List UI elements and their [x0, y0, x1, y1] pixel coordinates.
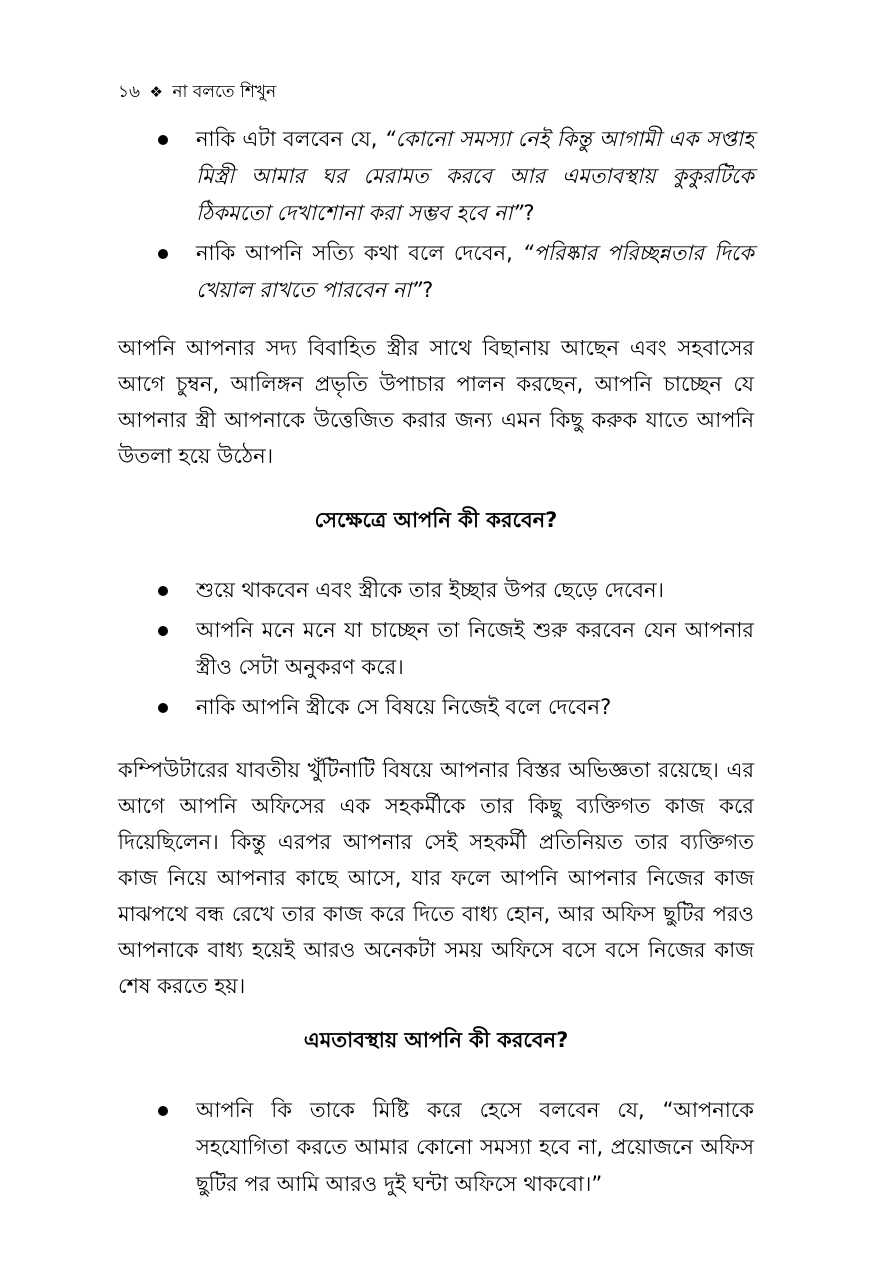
- bullet-lead: নাকি এটা বলবেন যে,: [196, 127, 385, 151]
- body-paragraph: আপনি আপনার সদ্য বিবাহিত স্ত্রীর সাথে বিছানায় আছেন এবং সহবাসের আগে চুম্বন, আলিঙ্গন প্রভৃতি উপাচার পালন করছেন, আপনি চাচ্ছেন যে আপনার স্ত্রী আপনাকে উত্তেজিত করার জন্য এমন কিছু করুক যাতে আপনি উতলা হয়ে উঠেন।: [118, 336, 754, 468]
- bullet-list-3: [118, 1092, 754, 1206]
- list-item: [118, 612, 754, 686]
- list-item: [118, 572, 754, 609]
- bullet-icon: [158, 703, 168, 713]
- bullet-tail: ?: [422, 278, 434, 302]
- bullet-text: নাকি আপনি স্ত্রীকে সে বিষয়ে নিজেই বলে দেবেন?: [196, 695, 612, 719]
- section-heading: এমতাবস্থায় আপনি কী করবেন?: [303, 1028, 569, 1052]
- list-item: [118, 235, 754, 309]
- bullet-icon: [158, 135, 168, 145]
- bullet-list-2: [118, 572, 754, 729]
- bullet-icon: [158, 1106, 168, 1116]
- page-number: ১৬: [118, 82, 141, 102]
- separator-ornament-icon: ❖: [149, 83, 163, 101]
- section-heading: সেক্ষেত্রে আপনি কী করবেন?: [314, 508, 558, 532]
- bullet-text: আপনি কি তাকে মিষ্টি করে হেসে বলবেন যে, “আপনাকে সহযোগিতা করতে আমার কোনো সমস্যা হবে না, প্রয়োজনে অফিস ছুটির পর আমি আরও দুই ঘন্টা অফিসে থাকবো।”: [196, 1098, 754, 1196]
- bullet-text: শুয়ে থাকবেন এবং স্ত্রীকে তার ইচ্ছার উপর ছেড়ে দেবেন।: [196, 578, 665, 602]
- bullet-quote: “কোনো সমস্যা নেই কিন্তু আগামী এক সপ্তাহ মিস্ত্রী আমার ঘর মেরামত করবে আর এমতাবস্থায় কুকুরটিকে ঠিকমতো দেখাশোনা করা সম্ভব হবে না”: [196, 127, 754, 225]
- bullet-list-1: [118, 121, 754, 312]
- bullet-lead: নাকি আপনি সত্যি কথা বলে দেবেন,: [196, 241, 523, 265]
- running-header: [118, 80, 276, 104]
- list-item: [118, 689, 754, 726]
- bullet-icon: [158, 249, 168, 259]
- body-paragraph: কম্পিউটারের যাবতীয় খুঁটিনাটি বিষয়ে আপনার বিস্তর অভিজ্ঞতা রয়েছে। এর আগে আপনি অফিসের এক সহকর্মীকে তার কিছু ব্যক্তিগত কাজ করে দিয়েছিলেন। কিন্তু এরপর আপনার সেই সহকর্মী প্রতিনিয়ত তার ব্যক্তিগত কাজ নিয়ে আপনার কাছে আসে, যার ফলে আপনি আপনার নিজের কাজ মাঝপথে বন্ধ রেখে তার কাজ করে দিতে বাধ্য হোন, আর অফিস ছুটির পরও আপনাকে বাধ্য হয়েই আরও অনেকটা সময় অফিসে বসে বসে নিজের কাজ শেষ করতে হয়।: [118, 758, 754, 998]
- bullet-icon: [158, 586, 168, 596]
- bullet-icon: [158, 626, 168, 636]
- bullet-quote: “পরিষ্কার পরিচ্ছন্নতার দিকে খেয়াল রাখতে পারবেন না”: [196, 241, 754, 302]
- list-item: [118, 121, 754, 232]
- bullet-tail: ?: [523, 201, 535, 225]
- book-title: না বলতে শিখুন: [172, 82, 277, 102]
- list-item: [118, 1092, 754, 1203]
- bullet-text: আপনি মনে মনে যা চাচ্ছেন তা নিজেই শুরু করবেন যেন আপনার স্ত্রীও সেটা অনুকরণ করে।: [196, 618, 754, 679]
